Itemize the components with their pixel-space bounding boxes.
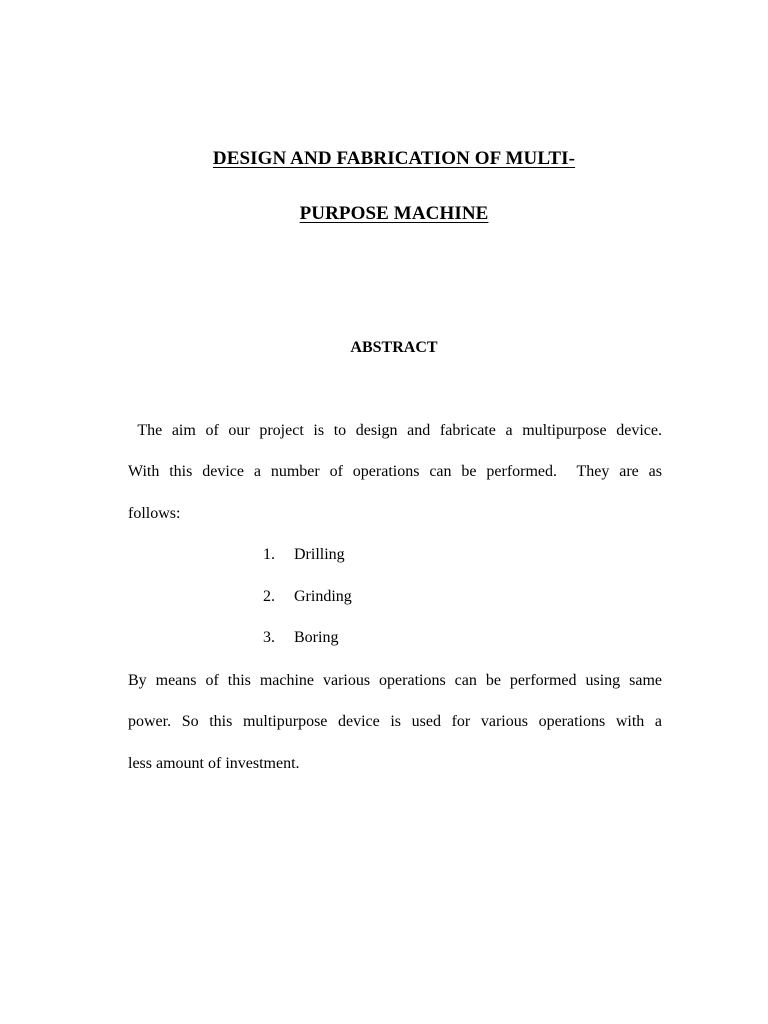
list-item-number: 1. <box>263 546 275 563</box>
operations-list-item <box>263 588 352 606</box>
closing-paragraph-line-1: By means of this machine various operations can be performed using same <box>128 672 662 689</box>
title-line-2: PURPOSE MACHINE <box>299 203 489 224</box>
title-line-1: DESIGN AND FABRICATION OF MULTI- <box>212 148 576 169</box>
intro-paragraph-line-3: follows: <box>128 505 181 522</box>
intro-paragraph-line-2: With this device a number of operations can be performed. They are as <box>128 463 662 480</box>
abstract-heading: ABSTRACT <box>350 339 438 356</box>
closing-paragraph-line-2: power. So this multipurpose device is used for various operations with a <box>128 713 662 730</box>
list-item-number: 2. <box>263 588 275 605</box>
list-item-label: Grinding <box>294 588 352 605</box>
operations-list-item <box>263 546 345 564</box>
list-item-number: 3. <box>263 629 275 646</box>
list-item-label: Drilling <box>294 546 345 563</box>
intro-paragraph-line-1: The aim of our project is to design and fabricate a multipurpose device. <box>128 422 662 439</box>
operations-list-item <box>263 629 338 647</box>
list-item-label: Boring <box>294 629 339 646</box>
closing-paragraph-line-3: less amount of investment. <box>128 755 300 772</box>
